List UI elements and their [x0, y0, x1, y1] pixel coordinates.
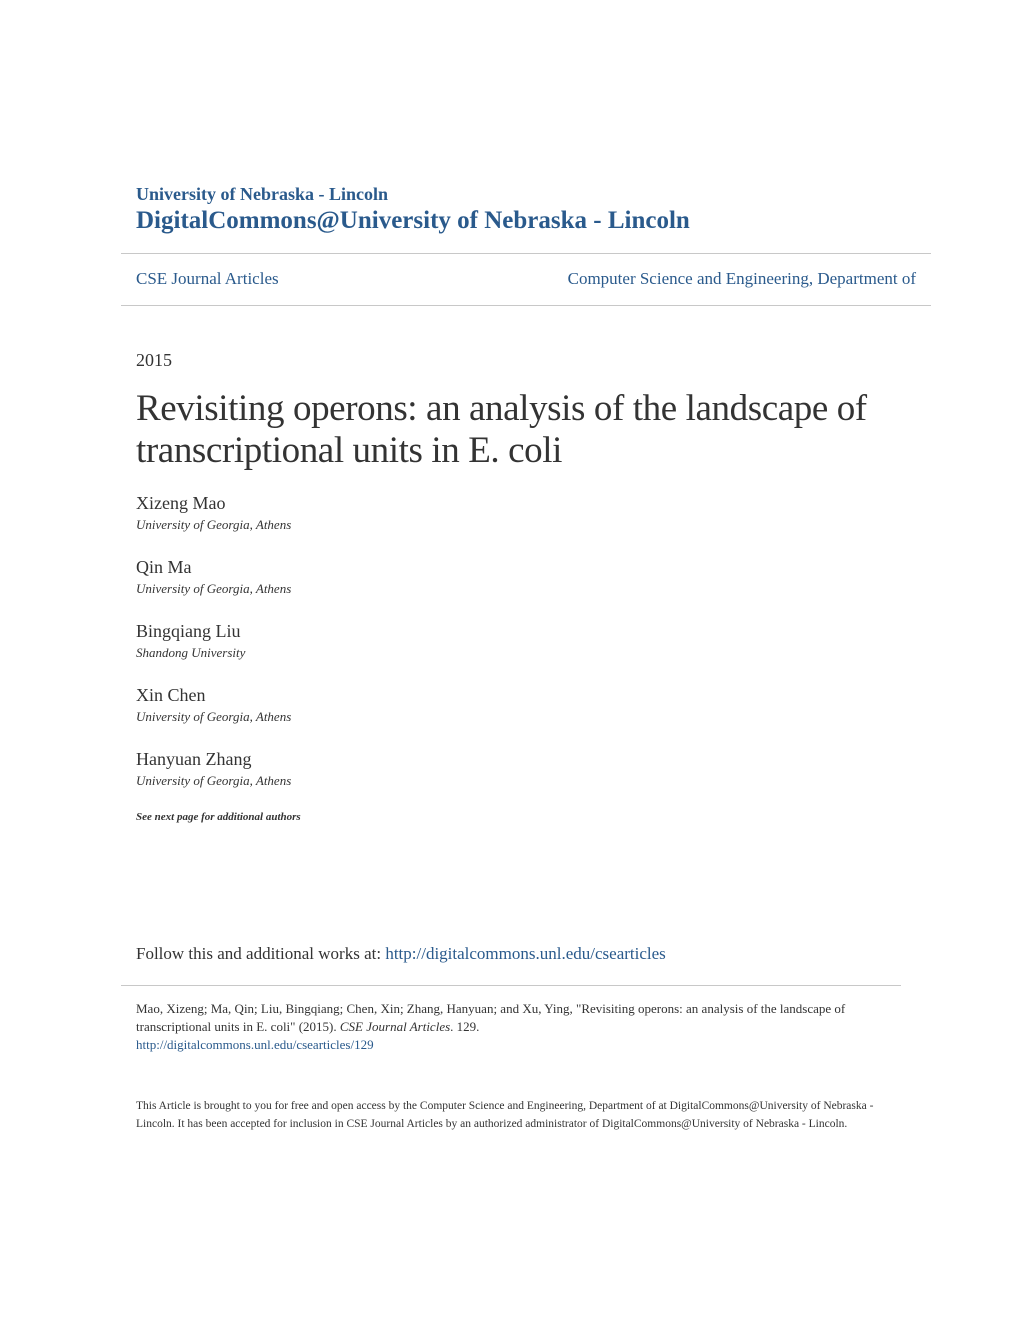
author-name: Qin Ma — [136, 557, 192, 577]
author-entry — [136, 750, 291, 787]
article-title: Revisiting operons: an analysis of the landscape of transcriptional units in E. coli — [136, 388, 867, 471]
author-name: Xin Chen — [136, 685, 206, 705]
citation-link[interactable]: http://digitalcommons.unl.edu/csearticles/129 — [136, 1037, 374, 1052]
department-link[interactable]: Computer Science and Engineering, Department of — [567, 269, 916, 288]
citation-number: . 129. — [450, 1019, 480, 1034]
collection-link[interactable]: http://digitalcommons.unl.edu/csearticles — [385, 944, 666, 963]
publication-year: 2015 — [136, 350, 172, 370]
citation-journal: CSE Journal Articles — [339, 1019, 451, 1034]
author-entry — [136, 622, 245, 659]
author-name: Xizeng Mao — [136, 493, 226, 513]
follow-line — [136, 945, 666, 962]
series-link[interactable]: CSE Journal Articles — [136, 269, 279, 288]
author-name: Hanyuan Zhang — [136, 749, 252, 769]
additional-authors-note: See next page for additional authors — [136, 811, 301, 823]
author-name: Bingqiang Liu — [136, 621, 241, 641]
institution-link[interactable]: University of Nebraska - Lincoln — [136, 184, 388, 204]
citation-text: Mao, Xizeng; Ma, Qin; Liu, Bingqiang; Chen, Xin; Zhang, Hanyuan; and Xu, Ying, "Revisiting operons: an analysis of the landscape of transcriptional units in E. coli" (2015). — [136, 1001, 846, 1034]
citation-block — [136, 1000, 896, 1054]
author-affiliation: University of Georgia, Athens — [136, 773, 292, 788]
author-entry — [136, 686, 291, 723]
author-affiliation: University of Georgia, Athens — [136, 517, 292, 532]
author-entry — [136, 558, 291, 595]
author-affiliation: University of Georgia, Athens — [136, 581, 292, 596]
header-divider — [121, 253, 931, 254]
author-entry — [136, 494, 291, 531]
author-affiliation: Shandong University — [136, 645, 246, 660]
author-affiliation: University of Georgia, Athens — [136, 709, 292, 724]
follow-label: Follow this and additional works at: — [136, 944, 386, 963]
nav-divider — [121, 305, 931, 306]
footer-divider — [121, 985, 901, 986]
access-notice: This Article is brought to you for free and open access by the Computer Science and Engineering, Department of at DigitalCommons@University of Nebraska - Lincoln. It has been accepted for inclusion in CSE Journal Articles by an authorized administrator of DigitalCommons@University of Nebraska - Lincoln. — [136, 1100, 874, 1130]
repository-link[interactable]: DigitalCommons@University of Nebraska - Lincoln — [136, 207, 690, 234]
